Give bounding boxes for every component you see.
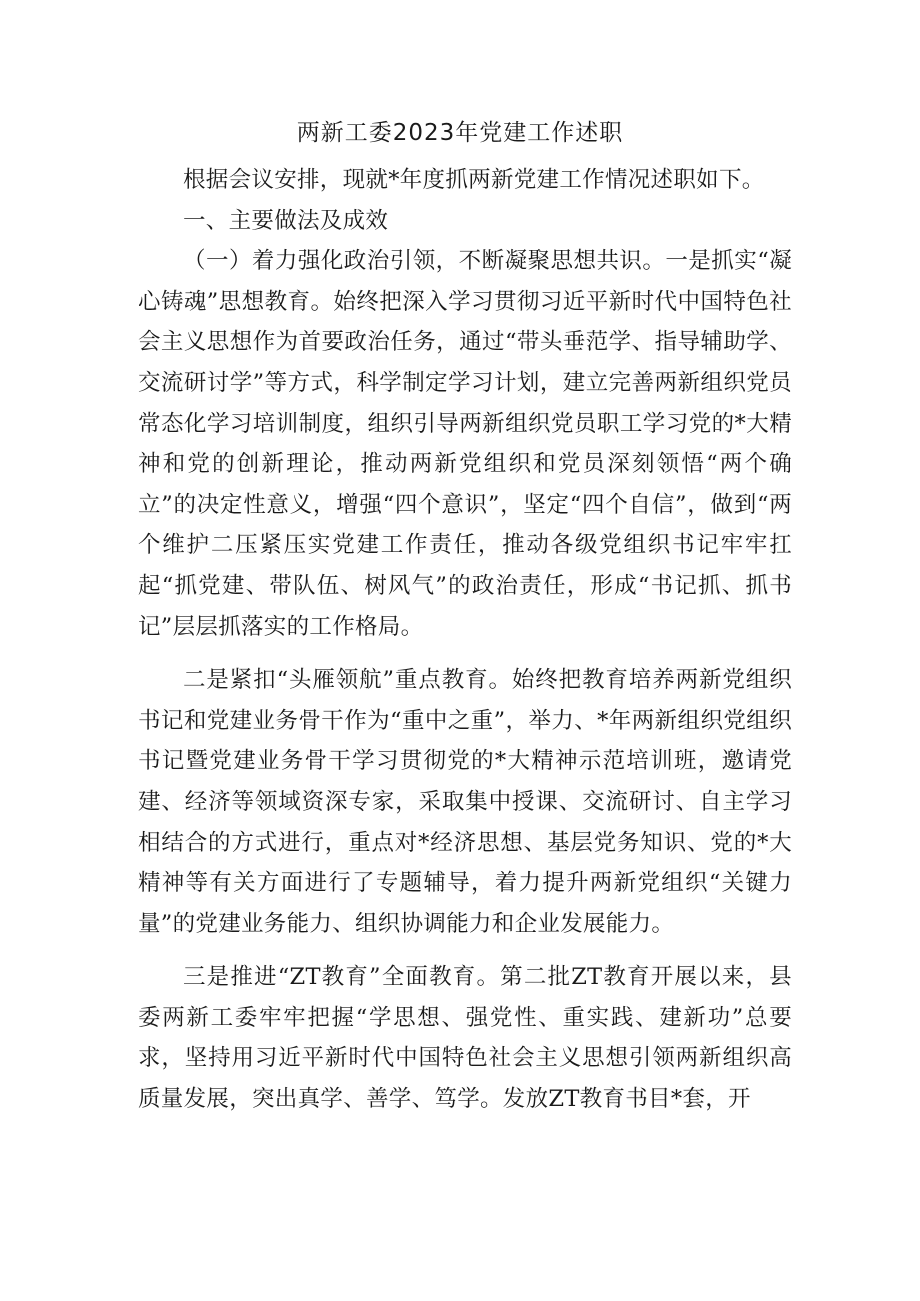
body-paragraph: 三是推进“ZT教育”全面教育。第二批ZT教育开展以来，县委两新工委牢牢把握“学思想、强党性、重实践、建新功”总要求，坚持用习近平新时代中国特色社会主义思想引领两新组织高质量发展，突出真学、善学、笃学。发放ZT教育书目*套，开 [138, 964, 792, 1113]
intro-paragraph: 根据会议安排，现就*年度抓两新党建工作情况述职如下。 [183, 167, 765, 193]
document-title: 两新工委2023年党建工作述职 [296, 120, 624, 146]
document-body [138, 160, 792, 1120]
body-paragraph: 二是紧扣“头雁领航”重点教育。始终把教育培养两新党组织书记和党建业务骨干作为“重中之重”，举力、*年两新组织党组织书记暨党建业务骨干学习贯彻党的*大精神示范培训班，邀请党建、经济等领域资深专家，采取集中授课、交流研讨、自主学习相结合的方式进行，重点对*经济思想、基层党务知识、党的*大精神等有关方面进行了专题辅导，着力提升两新党组织“关键力量”的党建业务能力、组织协调能力和企业发展能力。 [138, 667, 792, 937]
section-heading: 一、主要做法及成效 [183, 207, 389, 234]
body-paragraph: （一）着力强化政治引领，不断凝聚思想共识。一是抓实“凝心铸魂”思想教育。始终把深入学习贯彻习近平新时代中国特色社会主义思想作为首要政治任务，通过“带头垂范学、指导辅助学、交流研讨学”等方式，科学制定学习计划，建立完善两新组织党员常态化学习培训制度，组织引导两新组织党员职工学习党的*大精神和党的创新理论，推动两新党组织和党员深刻领悟“两个确立”的决定性意义，增强“四个意识”，坚定“四个自信”，做到“两个维护二压紧压实党建工作责任，推动各级党组织书记牢牢扛起“抓党建、带队伍、树风气”的政治责任，形成“书记抓、抓书记”层层抓落实的工作格局。 [138, 248, 792, 640]
